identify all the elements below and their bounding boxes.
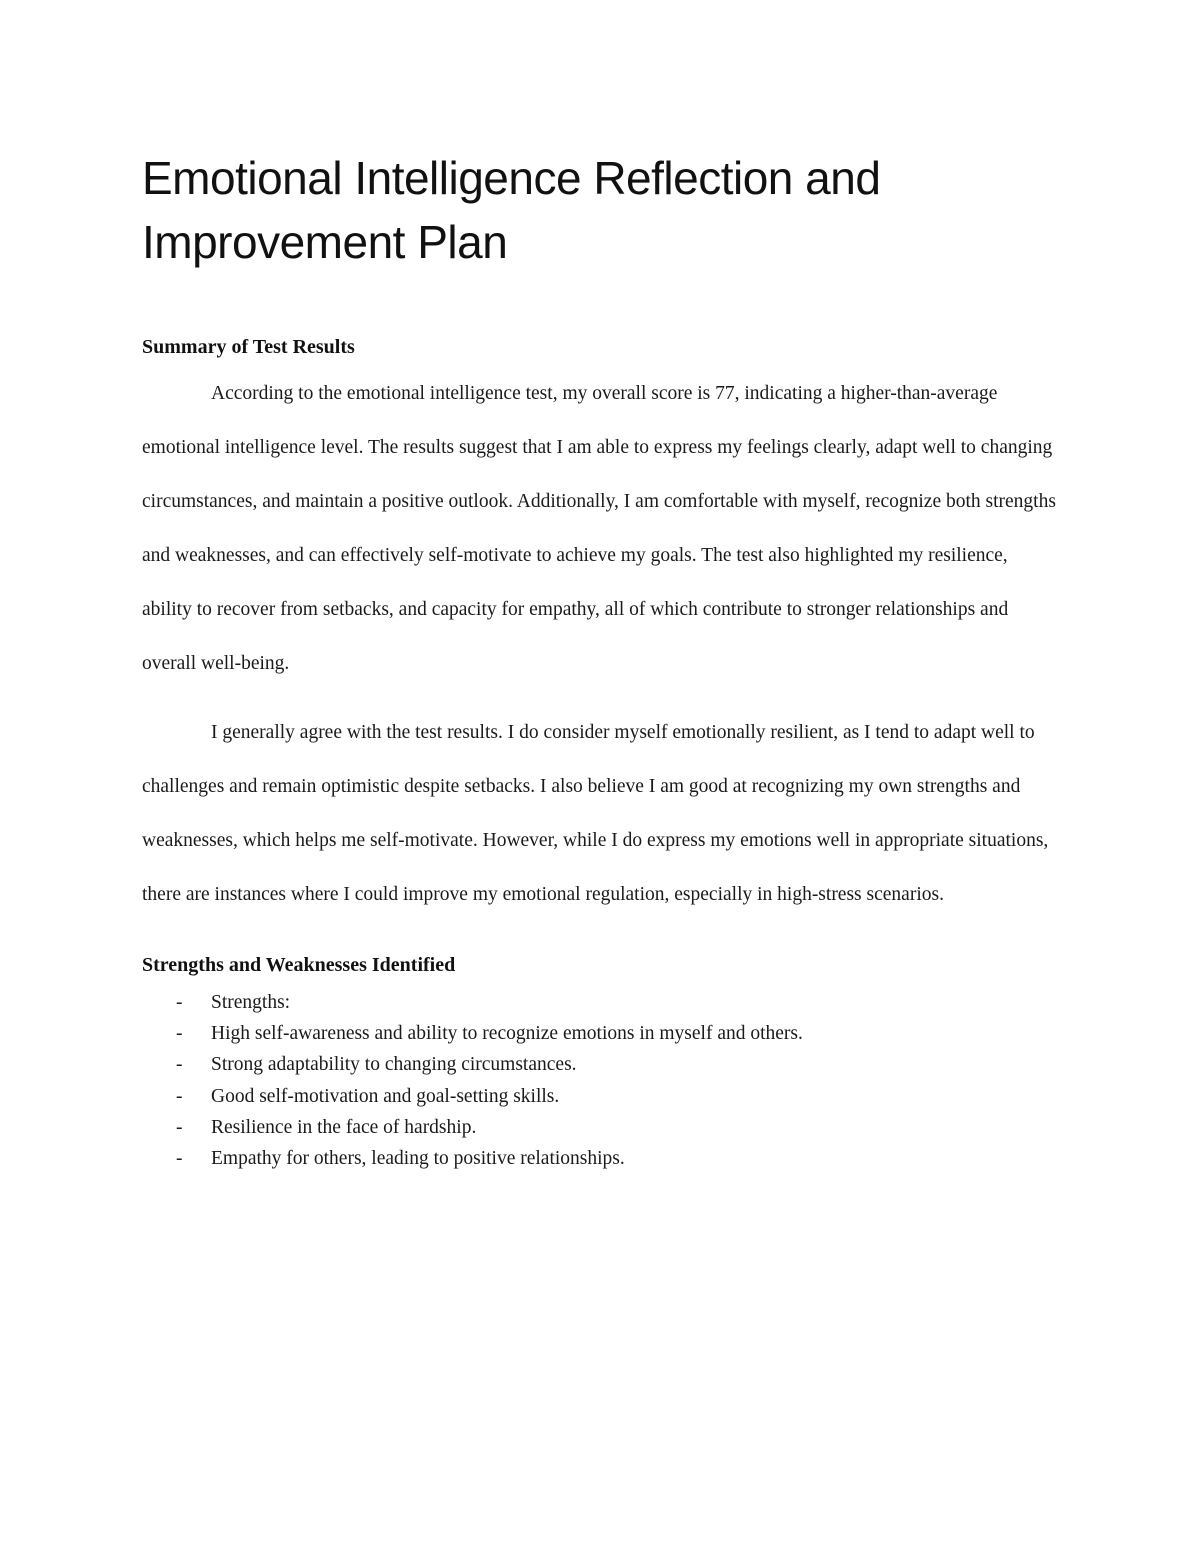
list-item-text: Strengths: — [211, 992, 291, 1013]
section-heading-strengths-weaknesses: Strengths and Weaknesses Identified — [142, 954, 456, 976]
summary-paragraph-2: I generally agree with the test results. I do consider myself emotionally resilient, as I tend to adapt well to challenges and remain optimistic despite setbacks. I also believe I am good at recognizing my own strengths and weaknesses, which helps me self-motivate. However, while I do express my emotions well in appropriate situations, there are instances where I could improve my emotional regulation, especially in high-stress scenarios. — [142, 722, 1049, 905]
document-content — [142, 146, 1062, 1174]
list-item-text: Empathy for others, leading to positive relationships. — [211, 1148, 625, 1170]
list-dash: - — [176, 1116, 183, 1138]
list-item — [142, 1018, 1062, 1049]
list-item — [142, 1049, 1062, 1080]
list-item — [142, 987, 1062, 1018]
list-dash: - — [176, 1148, 183, 1170]
strengths-list — [142, 987, 1062, 1174]
list-item — [142, 1143, 1062, 1174]
list-dash: - — [176, 992, 183, 1013]
section-heading-summary: Summary of Test Results — [142, 336, 355, 358]
list-item-text: Resilience in the face of hardship. — [211, 1116, 477, 1138]
list-item — [142, 1081, 1062, 1112]
document-title-line-2: Improvement Plan — [142, 216, 508, 268]
list-dash: - — [176, 1054, 183, 1076]
list-item-text: Good self-motivation and goal-setting skills. — [211, 1085, 560, 1107]
document-title-line-1: Emotional Intelligence Reflection and — [142, 152, 881, 204]
document-title — [142, 146, 1062, 274]
list-dash: - — [176, 1085, 183, 1107]
list-item-text: Strong adaptability to changing circumstances. — [211, 1054, 577, 1076]
list-dash: - — [176, 1023, 183, 1045]
list-item-text: High self-awareness and ability to recognize emotions in myself and others. — [211, 1023, 803, 1045]
summary-paragraph-1: According to the emotional intelligence test, my overall score is 77, indicating a higher-than-average emotional intelligence level. The results suggest that I am able to express my feelings clearly, adapt well to changing circumstances, and maintain a positive outlook. Additionally, I am comfortable with myself, recognize both strengths and weaknesses, and can effectively self-motivate to achieve my goals. The test also highlighted my resilience, ability to recover from setbacks, and capacity for empathy, all of which contribute to stronger relationships and overall well-being. — [142, 383, 1056, 674]
list-item — [142, 1112, 1062, 1143]
